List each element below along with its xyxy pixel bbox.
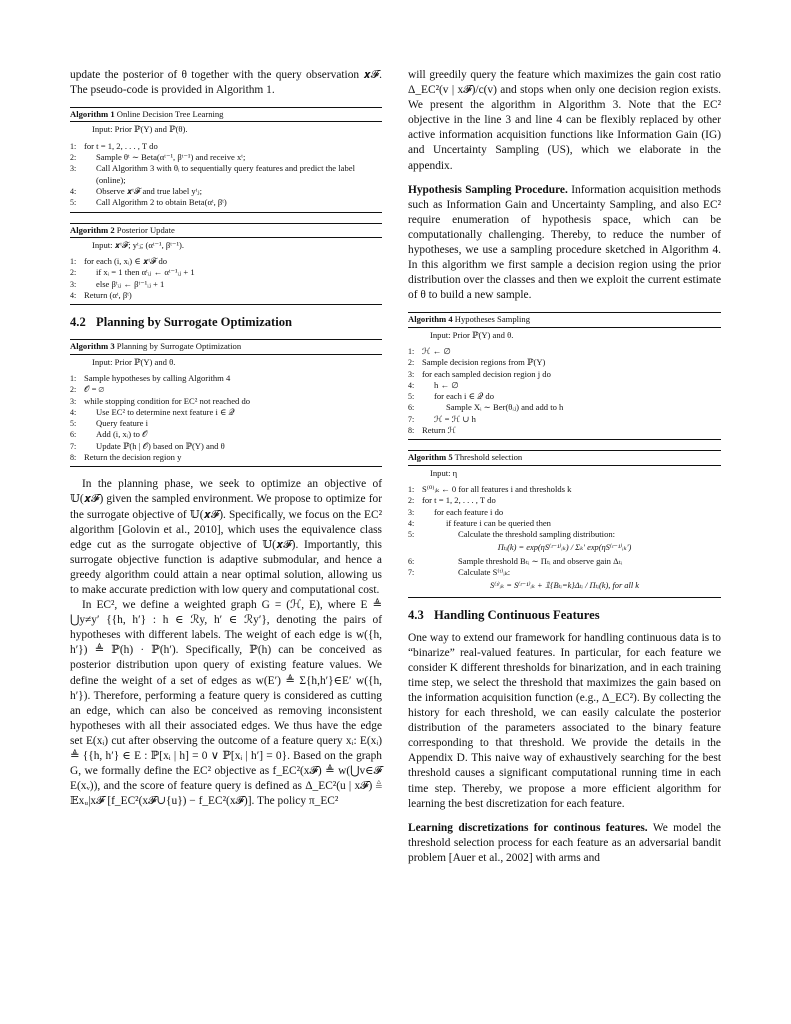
line-text: while stopping condition for EC² not reached do: [84, 395, 251, 406]
algorithm-3-header: Algorithm 3 Planning by Surrogate Optimization: [70, 340, 382, 354]
line-text: Add (i, xᵢ) to 𝒪: [96, 429, 148, 440]
algorithm-5-header: Algorithm 5 Threshold selection: [408, 451, 721, 465]
right-column: [408, 68, 721, 866]
algorithm-line: [70, 290, 382, 301]
learning-discretizations-runin: Learning discretizations for continous features.: [408, 821, 648, 834]
algorithm-line: [70, 279, 382, 290]
line-number: 4:: [408, 518, 415, 528]
line-number: 7:: [408, 414, 415, 424]
learning-discretizations-paragraph: [408, 821, 721, 866]
line-number: 8:: [70, 453, 77, 463]
line-text: Sample hypotheses by calling Algorithm 4: [84, 372, 231, 383]
algorithm-5-input: Input: η: [430, 467, 458, 478]
line-text: Return (αᵗ, βᵗ): [84, 290, 132, 301]
algorithm-4: [408, 312, 721, 440]
ec2-paragraph: In EC², we define a weighted graph G = (ℋ, E), where E ≜ ⋃y≠y′ {{h, h′} : h ∈ ℛy, h′ ∈ ℛy′}, denoting the pairs of hypotheses with different labels. The weight of each edge is w({h, h′}) ≜ ℙ(h) · ℙ(h′). Specifically, ℙ(h) can be conceived as posterior distribution upon query of existing feature values. We define the weight of a set of edges as w(E′) ≜ Σ{h,h′}∈E′ w({h, h′}). Therefore, performing a feature query is considered as cutting an edge, which can also be conceived as removing inconsistent hypotheses with all their associated edges. We thus have the edge set E(xᵢ) cut after observing the outcome of a feature query xᵢ: E(xᵢ) ≜ {{h, h′} ∈ E : ℙ[xᵢ | h] = 0 ∨ ℙ[xᵢ | h′] = 0}. Based on the graph G, we formally define the EC² objective as f_EC²(x𝓕) ≜ w(⋃v∈𝓕 E(xᵥ)), and the score of feature query is defined as Δ_EC²(u | x𝓕) ≜ 𝔼xᵤ|x𝓕 [f_EC²(x𝓕∪{u}) − f_EC²(x𝓕)]. The policy π_EC²: [70, 599, 382, 808]
line-text: if xᵢ = 1 then αᵗᵢⱼ ← αᵗ⁻¹ᵢⱼ + 1: [96, 267, 195, 278]
line-number: 5:: [408, 392, 415, 402]
algorithm-line: [70, 163, 382, 186]
line-text: Sample Xᵢ ∼ Ber(θᵢⱼ) and add to h: [446, 402, 564, 413]
line-text: else βᵗᵢⱼ ← βᵗ⁻¹ᵢⱼ + 1: [96, 278, 165, 289]
algorithm-2-header: Algorithm 2 Posterior Update: [70, 224, 382, 238]
algorithm-line: S⁽ᵗ⁾ᵢₖ = S⁽ᵗ⁻¹⁾ᵢₖ + 𝟙{Bₜᵢ=k}Δₜᵢ / Πₜᵢ(k), for all k: [490, 581, 639, 591]
line-text: 𝒪 = ∅: [84, 384, 105, 395]
line-number: 2:: [70, 153, 77, 163]
algorithm-4-header: Algorithm 4 Hypotheses Sampling: [408, 313, 721, 327]
line-text: for each sampled decision region j do: [422, 368, 551, 379]
algorithm-line: [408, 380, 721, 391]
algorithm-line: [408, 556, 721, 567]
algorithm-line: [70, 407, 382, 418]
line-text: if feature i can be queried then: [446, 517, 551, 528]
algorithm-line: [70, 441, 382, 452]
line-number: 2:: [408, 496, 415, 506]
algorithm-line: [70, 418, 382, 429]
line-text: Call Algorithm 2 to obtain Beta(αᵗ, βᵗ): [96, 197, 227, 208]
line-text: Return ℋ: [422, 425, 457, 436]
line-text: for t = 1, 2, . . . , T do: [84, 140, 158, 151]
algorithm-1: [70, 107, 382, 212]
algorithm-line: [70, 197, 382, 208]
line-number: 6:: [408, 403, 415, 413]
learning-discretizations-text: We model the threshold selection process for each feature as an adversarial bandit problem [Auer et al., 2002] with arms and: [408, 821, 721, 864]
line-number: 4:: [70, 407, 77, 417]
line-number: 2:: [70, 385, 77, 395]
line-text: Call Algorithm 3 with θᵢ to sequentially query features and predict the label (online);: [96, 163, 355, 185]
line-number: 3:: [70, 279, 77, 289]
algorithm-line: [408, 346, 721, 357]
line-number: 3:: [408, 369, 415, 379]
line-number: 4:: [70, 291, 77, 301]
line-text: Sample θᵗ ∼ Beta(αᵗ⁻¹, βᵗ⁻¹) and receive xᵗ;: [96, 152, 246, 163]
algorithm-line: [408, 414, 721, 425]
line-number: 2:: [408, 358, 415, 368]
algorithm-3-lines: [70, 373, 382, 463]
line-number: 1:: [408, 347, 415, 356]
algorithm-3: [70, 339, 382, 467]
line-text: Sample threshold Bₜᵢ ∼ Πₜᵢ and observe gain Δₜᵢ: [458, 555, 623, 566]
line-number: 6:: [70, 430, 77, 440]
algorithm-5-lines: [408, 484, 721, 594]
line-number: 1:: [408, 484, 415, 494]
algorithm-line: [70, 152, 382, 163]
line-number: 3:: [70, 164, 77, 174]
algorithm-3-input: Input: Prior ℙ(Y) and θ.: [92, 356, 176, 367]
line-text: for each feature i do: [434, 506, 504, 517]
algorithm-line: [408, 518, 721, 529]
line-text: Sample decision regions from ℙ(Y): [422, 357, 546, 368]
line-text: S⁽⁰⁾ᵢₖ ← 0 for all features i and thresholds k: [422, 483, 572, 494]
algorithm-line: [70, 256, 382, 267]
line-text: ℋ ← ∅: [422, 346, 451, 356]
line-text: Update ℙ(h | 𝒪) based on ℙ(Y) and θ: [96, 440, 225, 451]
hypothesis-sampling-text: Information acquisition methods such as Information Gain and Uncertainty Sampling, and also EC² require enumeration of hypothesis space, which can be computationally challenging. Thereby, to reduce the number of hypotheses, we use a sampling procedure sketched in Algorithm 4. In this algorithm we first sample a decision region using the prior distribution over the classes and then we exploit the current estimate of θ to build a new sample.: [408, 183, 721, 302]
line-number: 7:: [70, 441, 77, 451]
algorithm-2-lines: [70, 256, 382, 301]
line-number: 4:: [408, 380, 415, 390]
algorithm-line: [70, 384, 382, 395]
algorithm-line: [70, 396, 382, 407]
line-text: Calculate S⁽ᵗ⁾ᵢₖ:: [458, 567, 511, 578]
algorithm-line: [70, 186, 382, 197]
algorithm-2-input: Input: 𝒙ᵗ𝓕; yᵗⱼ; (αᵗ⁻¹, βᵗ⁻¹).: [92, 239, 185, 250]
hypothesis-sampling-runin: Hypothesis Sampling Procedure.: [408, 183, 568, 196]
line-number: 2:: [70, 268, 77, 278]
line-number: 1:: [70, 373, 77, 383]
algorithm-2: [70, 223, 382, 306]
algorithm-line: [70, 429, 382, 440]
algorithm-line: Πₜᵢ(k) = exp(ηS⁽ᵗ⁻¹⁾ᵢₖ) / Σₖ′ exp(ηS⁽ᵗ⁻¹⁾ᵢₖ′): [497, 543, 632, 553]
section-4-3-heading: 4.3 Handling Continuous Features: [408, 607, 600, 622]
planning-paragraph: In the planning phase, we seek to optimize an objective of 𝕌(𝒙𝓕) given the sampled environment. We propose to optimize for the surrogate objective of 𝕌(𝒙𝓕). Specifically, we focus on the EC² algorithm [Golovin et al., 2010], which uses the equivalence class edge cut as the surrogate objective of 𝕌(𝒙𝓕). Importantly, this surrogate objective function is adaptive submodular, and hence a greedy algorithm could attain a near optimal solution, allowing us to make accurate prediction with low query and computational cost.: [70, 478, 382, 596]
algorithm-line: [408, 391, 721, 402]
line-text: for each (i, xᵢ) ∈ 𝒙ᵗ𝓕 do: [84, 256, 168, 267]
line-text: Use EC² to determine next feature i ∈ 𝒬: [96, 406, 235, 417]
line-number: 6:: [408, 556, 415, 566]
line-text: Calculate the threshold sampling distribution:: [458, 529, 616, 540]
algorithm-line: [408, 357, 721, 368]
line-number: 5:: [70, 198, 77, 208]
line-text: for each i ∈ 𝒬 do: [434, 391, 495, 402]
algorithm-1-lines: [70, 141, 382, 209]
algorithm-line: [70, 267, 382, 278]
algorithm-line: [408, 369, 721, 380]
algorithm-4-lines: [408, 346, 721, 436]
line-text: ℋ = ℋ ∪ h: [434, 413, 476, 424]
line-text: h ← ∅: [434, 379, 459, 390]
algorithm-line: [70, 452, 382, 463]
line-number: 1:: [70, 141, 77, 151]
algorithm-line: [70, 141, 382, 152]
line-number: 5:: [408, 530, 415, 540]
algorithm-5: [408, 450, 721, 597]
algorithm-line: [408, 507, 721, 518]
line-text: for t = 1, 2, . . . , T do: [422, 495, 496, 506]
line-number: 3:: [408, 507, 415, 517]
line-number: 3:: [70, 396, 77, 406]
left-column: [70, 68, 382, 809]
algorithm-line: [408, 484, 721, 495]
algorithm-line: [408, 495, 721, 506]
line-number: 5:: [70, 419, 77, 429]
algorithm-line: [408, 567, 721, 578]
hypothesis-sampling-paragraph: [408, 183, 721, 304]
algorithm-1-header: Algorithm 1 Online Decision Tree Learning: [70, 108, 382, 122]
algorithm-1-input: Input: Prior ℙ(Y) and ℙ(θ).: [92, 124, 188, 135]
line-number: 1:: [70, 257, 77, 267]
intro-paragraph: update the posterior of θ together with the query observation 𝒙𝓕. The pseudo-code is provided in Algorithm 1.: [70, 69, 382, 97]
section-4-2-heading: 4.2 Planning by Surrogate Optimization: [70, 315, 293, 330]
algorithm-line: [70, 373, 382, 384]
algorithm-line: [408, 529, 721, 540]
algorithm-line: [408, 425, 721, 436]
greedy-paragraph: will greedily query the feature which maximizes the gain cost ratio Δ_EC²(v | x𝓕)/c(v) and stops when only one decision region exists. We present the algorithm in Algorithm 3. Note that the EC² objective in the line 3 and line 4 can be flexibly replaced by other active information acquisition functions like Information Gain (IG) and Uncertainty Sampling (US), which we elaborate in the appendix.: [408, 69, 721, 172]
line-text: Return the decision region y: [84, 452, 182, 463]
line-number: 8:: [408, 426, 415, 436]
continuous-features-paragraph: One way to extend our framework for handling continuous data is to “binarize” real-valued features. In particular, for each feature we consider K different thresholds for binarization, and in each training time step, we select the threshold that maximizes the gain based on the information acquisition function (e.g., Δ_EC²). By collecting the history for each threshold, we can easily calculate the posterior distribution of the parameters associated to the binary feature corresponding to that threshold. We provide the details in the Appendix D. This naive way of exhaustively searching for the best threshold causes a significant computational running time in each time step. Thereby, we propose a more efficient algorithm for learning the best discretization for each feature.: [408, 631, 721, 810]
algorithm-4-input: Input: Prior ℙ(Y) and θ.: [430, 329, 514, 340]
algorithm-line: [408, 402, 721, 413]
line-text: Observe 𝒙ᵗ𝓕 and true label yᵗⱼ;: [96, 185, 202, 196]
line-text: Query feature i: [96, 418, 149, 429]
line-number: 4:: [70, 186, 77, 196]
line-number: 7:: [408, 568, 415, 578]
